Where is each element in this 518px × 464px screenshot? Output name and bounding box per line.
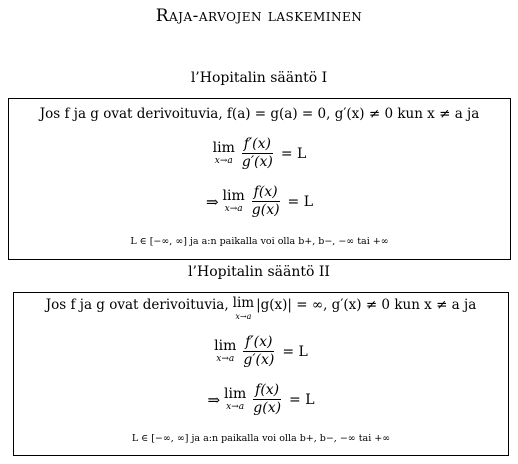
rule2-note: L ∈ [−∞, ∞] ja a:n paikalla voi olla b+, b−, −∞ tai +∞ — [131, 433, 391, 444]
lim-operator: lim — [222, 188, 245, 205]
lim-operator: lim — [212, 140, 235, 157]
equals-l: = L — [289, 391, 315, 408]
rule2-statement — [14, 297, 508, 321]
rule1-box — [8, 98, 511, 260]
implies-icon: ⇒ — [207, 390, 221, 409]
lim-subscript: x→a — [226, 402, 245, 413]
page-title: Raja-arvojen laskeminen — [155, 6, 363, 26]
denominator: g(x) — [251, 202, 280, 219]
rule1-limit-derivative — [9, 137, 510, 171]
rule1-lim2 — [223, 189, 245, 214]
rule1-heading: l’Hopitalin sääntö I — [190, 70, 328, 86]
rule2-statement-lim — [233, 297, 254, 321]
rule1-frac2 — [250, 185, 282, 219]
rule1-note: L ∈ [−∞, ∞] ja a:n paikalla voi olla b+, b−, −∞ tai +∞ — [130, 236, 389, 247]
rule2-limit-function — [14, 383, 508, 417]
rule1-limit-function — [9, 185, 510, 219]
rule1-lim1 — [213, 141, 235, 166]
numerator: f(x) — [253, 383, 281, 400]
rule2-lim1 — [214, 339, 236, 364]
equals-l: = L — [280, 145, 307, 162]
implies-icon: ⇒ — [205, 192, 219, 211]
rule2-box — [13, 292, 509, 456]
lim-subscript: x→a — [216, 354, 235, 365]
rule2-lim2 — [224, 387, 246, 412]
lim-operator: lim — [214, 338, 237, 355]
lim-operator: lim — [224, 386, 247, 403]
rule1-statement: Jos f ja g ovat derivoituvia, f(a) = g(a) = 0, g′(x) ≠ 0 kun x ≠ a ja — [39, 106, 480, 122]
denominator: g(x) — [253, 400, 282, 417]
denominator: g′(x) — [241, 154, 273, 171]
lim-operator: lim — [232, 295, 255, 311]
numerator: f′(x) — [242, 137, 273, 154]
lim-subscript: x→a — [224, 204, 243, 215]
statement-pre: Jos f ja g ovat derivoituvia, — [45, 297, 229, 313]
numerator: f′(x) — [243, 335, 274, 352]
equals-l: = L — [287, 193, 314, 210]
lim-subscript: x→a — [235, 311, 252, 321]
rule2-heading: l’Hopitalin sääntö II — [188, 264, 330, 280]
rule2-limit-derivative — [14, 335, 508, 369]
rule2-frac1 — [241, 335, 276, 369]
statement-post: |g(x)| = ∞, g′(x) ≠ 0 kun x ≠ a ja — [256, 297, 477, 313]
denominator: g′(x) — [243, 352, 275, 369]
rule2-frac2 — [251, 383, 283, 417]
lim-subscript: x→a — [214, 156, 233, 167]
rule1-frac1 — [240, 137, 275, 171]
numerator: f(x) — [252, 185, 280, 202]
equals-l: = L — [282, 343, 308, 360]
